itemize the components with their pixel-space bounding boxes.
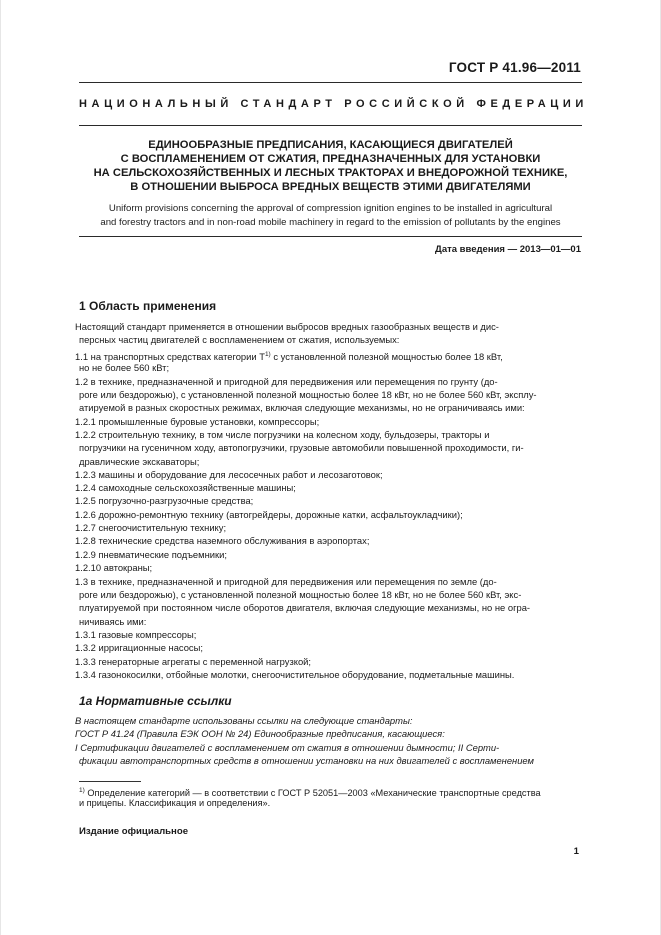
title-english	[79, 202, 582, 230]
header-rule-top	[79, 82, 582, 83]
section-1a-heading: 1а Нормативные ссылки	[79, 694, 232, 708]
document-number: ГОСТ Р 41.96—2011	[448, 60, 581, 75]
page-number: 1	[573, 846, 579, 857]
title-russian	[79, 138, 582, 194]
introduction-date: Дата введения — 2013—01—01	[435, 244, 581, 255]
text-line: атируемой в разных скоростных режимах, включая следующие механизмы, но не ограничиваясь ими:	[79, 402, 525, 413]
text-line: 1.2.3 машины и оборудование для лесосечных работ и лесозаготовок;	[75, 469, 383, 480]
text-fragment: с установленной полезной мощностью более 18 кВт,	[270, 351, 503, 362]
date-rule	[79, 236, 582, 237]
text-line: I Сертификации двигателей с воспламенением от сжатия в отношении дымности; II Серти-	[75, 742, 500, 753]
footnote-separator	[79, 781, 141, 782]
text-line: 1.3 в технике, предназначенной и пригодной для передвижения или перемещения по земле (до-	[75, 576, 497, 587]
footnote-line: и прицепы. Классификация и определения».	[79, 798, 271, 808]
text-line: 1.2 в технике, предназначенной и пригодной для передвижения или перемещения по грунту (до-	[75, 376, 498, 387]
text-line: 1.2.7 снегоочистительную технику;	[75, 522, 227, 533]
text-line: 1.3.3 генераторные агрегаты с переменной нагрузкой;	[75, 656, 312, 667]
text-line: 1.2.2 строительную технику, в том числе погрузчики на колесном ходу, бульдозеры, тракторы и	[75, 429, 490, 440]
text-line: дравлические экскаваторы;	[79, 456, 200, 467]
footnote-reference: 1)	[264, 351, 271, 358]
title-en-line: Uniform provisions concerning the approval of compression ignition engines to be installed in agricultural	[108, 203, 553, 214]
title-line: НА СЕЛЬСКОХОЗЯЙСТВЕННЫХ И ЛЕСНЫХ ТРАКТОРАХ И ВНЕДОРОЖНОЙ ТЕХНИКЕ,	[93, 167, 568, 179]
text-line: но не более 560 кВт;	[79, 362, 170, 373]
text-line: 1.3.4 газонокосилки, отбойные молотки, снегоочистительное оборудование, подметальные машины.	[75, 669, 515, 680]
text-line: 1.2.8 технические средства наземного обслуживания в аэропортах;	[75, 535, 370, 546]
footnote-marker: 1)	[79, 787, 85, 794]
title-line: ЕДИНООБРАЗНЫЕ ПРЕДПИСАНИЯ, КАСАЮЩИЕСЯ ДВИГАТЕЛЕЙ	[148, 139, 513, 151]
text-line: роге или бездорожью), с установленной полезной мощностью более 18 кВт, но не более 560 кВт, эксплу-	[79, 389, 537, 400]
text-line: персных частиц двигателей с воспламенением от сжатия, используемых:	[79, 334, 400, 345]
footnote-text: Определение категорий — в соответствии с ГОСТ Р 52051—2003 «Механические транспортные средства	[84, 788, 541, 798]
text-line: ничиваясь ими:	[79, 616, 147, 627]
official-edition-label: Издание официальное	[79, 826, 189, 837]
text-line: 1.2.6 дорожно-ремонтную технику (автогрейдеры, дорожные катки, асфальтоукладчики);	[75, 509, 463, 520]
text-fragment: 1.1 на транспортных средствах категории T	[75, 351, 265, 362]
text-line: 1.2.10 автокраны;	[75, 562, 153, 573]
text-line: 1.3.1 газовые компрессоры;	[75, 629, 197, 640]
title-line: В ОТНОШЕНИИ ВЫБРОСА ВРЕДНЫХ ВЕЩЕСТВ ЭТИМИ ДВИГАТЕЛЯМИ	[130, 181, 531, 193]
text-line: ГОСТ Р 41.24 (Правила ЕЭК ООН № 24) Единообразные предписания, касающиеся:	[75, 728, 445, 739]
text-line: Настоящий стандарт применяется в отношении выбросов вредных газообразных веществ и дис-	[75, 321, 499, 332]
text-line	[75, 348, 503, 361]
national-standard-banner: НАЦИОНАЛЬНЫЙ СТАНДАРТ РОССИЙСКОЙ ФЕДЕРАЦИИ	[79, 98, 588, 110]
text-line: В настоящем стандарте использованы ссылки на следующие стандарты:	[75, 715, 413, 726]
text-line: роге или бездорожью), с установленной полезной мощностью более 18 кВт, но не более 560 кВт, экс-	[79, 589, 522, 600]
text-line: фикации автотранспортных средств в отношении установки на них двигателей с воспламенением	[79, 755, 534, 766]
title-en-line: and forestry tractors and in non-road mobile machinery in regard to the emission of pollutants by the engines	[100, 217, 561, 228]
page-edge-left	[0, 0, 1, 935]
text-line: погрузчики на гусеничном ходу, автопогрузчики, грузовые автомобили повышенной проходимости, ги-	[79, 442, 524, 453]
section-1-heading: 1 Область применения	[79, 299, 217, 313]
text-line: 1.2.5 погрузочно-разгрузочные средства;	[75, 495, 254, 506]
text-line: 1.2.9 пневматические подъемники;	[75, 549, 227, 560]
text-line: 1.2.1 промышленные буровые установки, компрессоры;	[75, 416, 320, 427]
text-line: плуатируемой при постоянном числе оборотов двигателя, включая следующие механизмы, но не огра-	[79, 602, 531, 613]
text-line: 1.3.2 ирригационные насосы;	[75, 642, 203, 653]
title-line: С ВОСПЛАМЕНЕНИЕМ ОТ СЖАТИЯ, ПРЕДНАЗНАЧЕННЫХ ДЛЯ УСТАНОВКИ	[120, 153, 541, 165]
text-line: 1.2.4 самоходные сельскохозяйственные машины;	[75, 482, 296, 493]
header-rule-bottom	[79, 125, 582, 126]
